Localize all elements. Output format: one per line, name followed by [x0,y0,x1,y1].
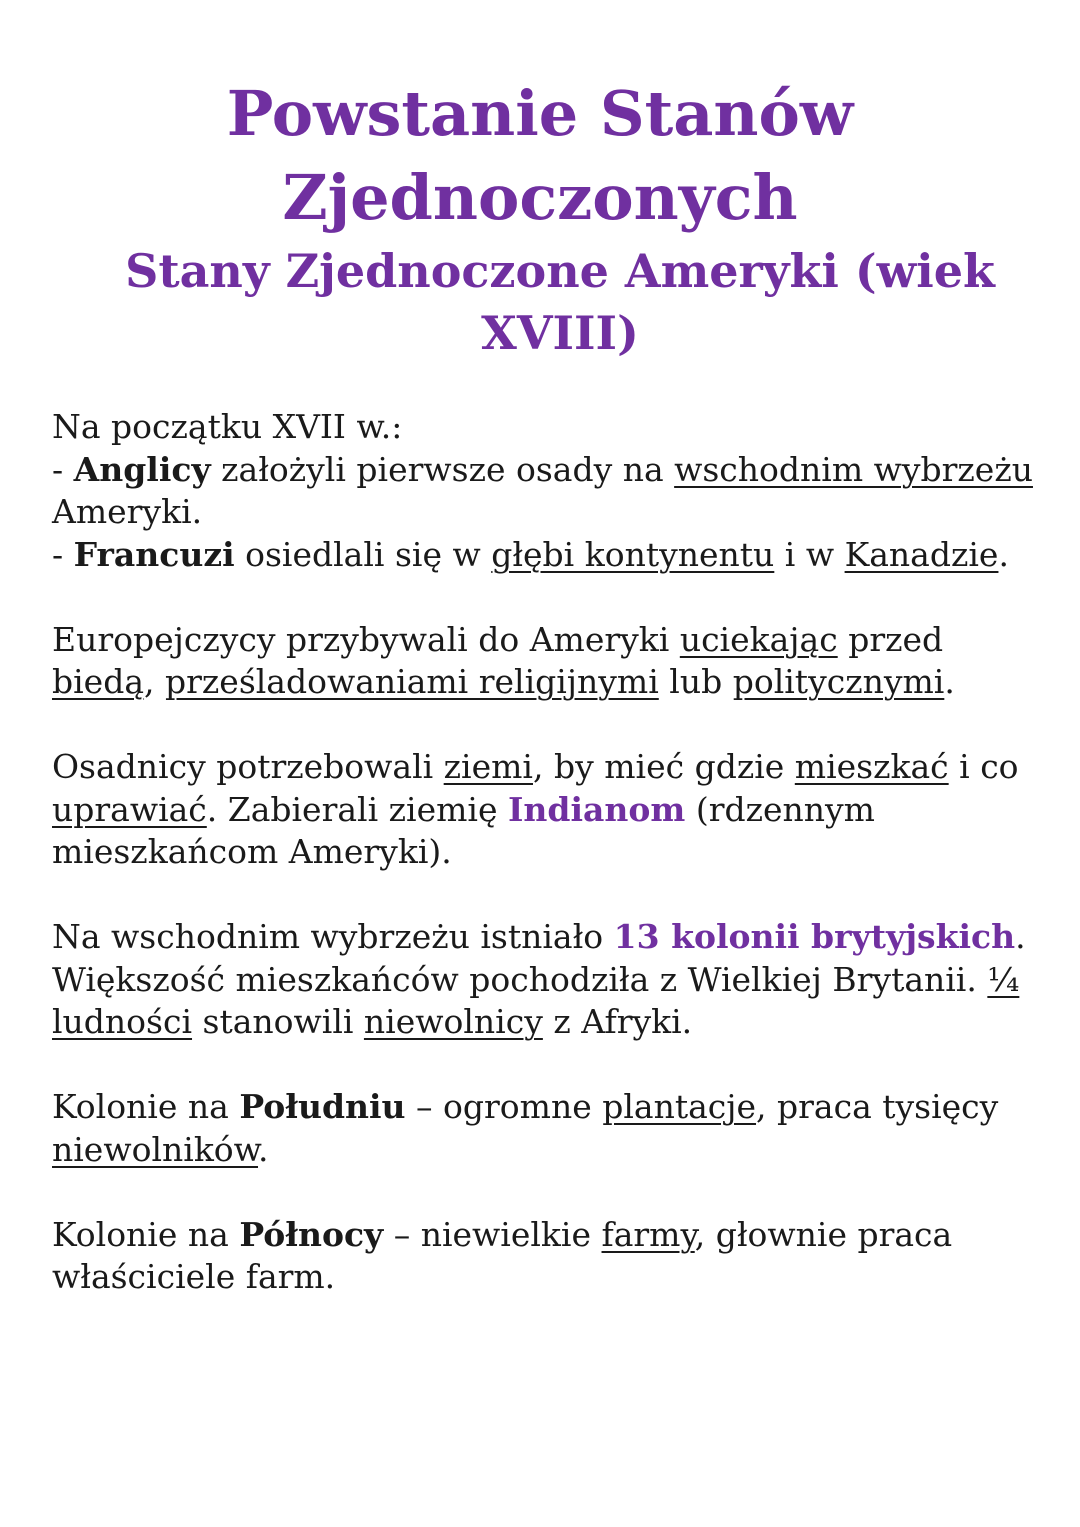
text: . Większość mieszkańców pochodziła z Wielkiej Brytanii. [52,917,1026,999]
text: Na wschodnim wybrzeżu istniało [52,917,614,956]
underlined-quarter-population: ¼ ludności [52,959,1020,1041]
note-body [52,406,1052,1299]
text: Kolonie na [52,1214,240,1254]
subtitle-line-1: Stany Zjednoczone Ameryki (wiek [125,244,995,298]
text: . [944,662,955,701]
text: z Afryki. [542,1002,693,1041]
text: lub [658,662,733,701]
text: – niewielkie [383,1214,602,1254]
settlements-intro: Na początku XVII w.: [52,407,403,446]
underlined-land: ziemi [443,747,533,786]
underlined-inland: głębi kontynentu [491,534,775,574]
underlined-fleeing: uciekając [679,619,838,659]
underlined-canada: Kanadzie [844,534,999,574]
highlight-13-colonies: 13 kolonii brytyjskich [613,917,1016,956]
underlined-farms: farmy [601,1214,695,1254]
text: stanowili [192,1002,364,1041]
text: i co [948,747,1019,786]
keyword-south: Południu [239,1087,406,1126]
keyword-francuzi: Francuzi [73,534,235,574]
paragraph-land [52,746,1052,874]
paragraph-emigration [52,619,1052,704]
underlined-political: politycznymi [732,662,945,701]
paragraph-gap [52,874,1052,917]
underlined-plantations: plantacje [602,1087,757,1126]
text: , by mieć gdzie [533,747,795,786]
keyword-anglicy: Anglicy [73,449,211,489]
page-subtitle [40,240,1080,364]
text: przed [837,619,944,659]
paragraph-gap [52,1044,1052,1087]
text: – ogromne [405,1087,603,1126]
keyword-north: Północy [239,1214,384,1254]
text: Europejczycy przybywali do Ameryki [52,619,680,659]
highlight-indians: Indianom [507,789,686,829]
text: Ameryki. [52,492,203,531]
underlined-slaves-genitive: niewolników [52,1129,259,1169]
text: Kolonie na [52,1087,240,1126]
text: . Zabierali ziemię [206,789,508,829]
paragraph-settlements [52,406,1052,576]
text: . [998,534,1009,574]
paragraph-south [52,1086,1052,1171]
paragraph-gap [52,576,1052,619]
underlined-cultivate: uprawiać [52,789,207,829]
paragraph-north [52,1214,1052,1299]
paragraph-colonies [52,916,1052,1044]
text: , praca tysięcy [756,1087,999,1126]
title-line-2: Zjednoczonych [282,161,798,234]
dash: - [52,449,74,489]
page-title [0,72,1080,240]
title-line-1: Powstanie Stanów [226,77,854,150]
text: , głownie praca właściciele farm. [52,1214,953,1296]
underlined-slaves: niewolnicy [363,1002,543,1041]
paragraph-gap [52,704,1052,747]
dash: - [52,534,74,574]
underlined-east-coast: wschodnim wybrzeżu [674,449,1033,489]
text: . [258,1129,269,1169]
underlined-poverty: biedą [52,662,145,701]
text: , [144,662,165,701]
text: Osadnicy potrzebowali [52,747,444,786]
text: założyli pierwsze osady na [210,449,675,489]
paragraph-gap [52,1171,1052,1214]
text: osiedlali się w [234,534,492,574]
text: (rdzennym mieszkańcom Ameryki). [52,789,875,871]
subtitle-line-2: XVIII) [481,306,639,360]
text: i w [774,534,845,574]
underlined-live: mieszkać [794,747,949,786]
underlined-religious-persecution: prześladowaniami religijnymi [165,662,659,701]
